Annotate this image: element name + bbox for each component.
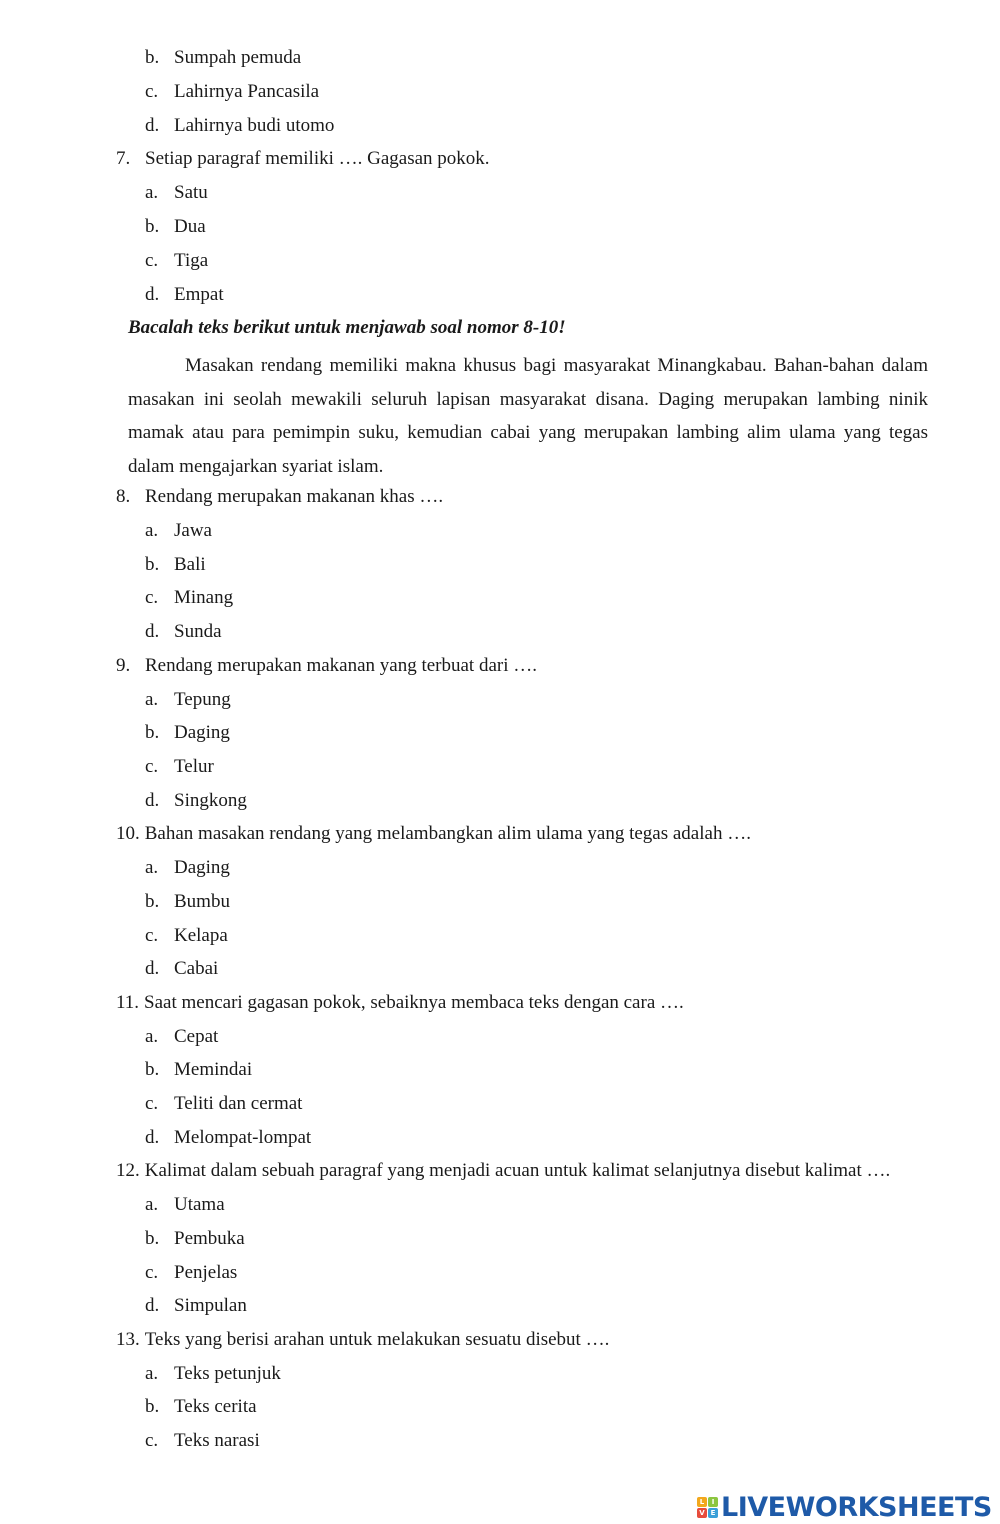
reading-instruction: Bacalah teks berikut untuk menjawab soal nomor 8-10! <box>128 317 566 338</box>
option-text: Singkong <box>174 790 247 811</box>
question-13 <box>116 1329 609 1351</box>
option-c[interactable] <box>145 81 319 103</box>
option-d[interactable] <box>145 958 218 980</box>
option-letter: a. <box>145 182 159 203</box>
logo-text: LIVEWORKSHEETS <box>721 1491 992 1523</box>
question-text: Saat mencari gagasan pokok, sebaiknya membaca teks dengan cara …. <box>144 992 684 1013</box>
option-c[interactable] <box>145 250 208 272</box>
question-text: Rendang merupakan makanan khas …. <box>145 486 444 507</box>
option-a[interactable] <box>145 1026 218 1048</box>
option-text: Empat <box>174 284 224 305</box>
question-text: Bahan masakan rendang yang melambangkan alim ulama yang tegas adalah …. <box>144 823 751 844</box>
option-d[interactable] <box>145 790 247 812</box>
option-text: Tiga <box>174 250 209 271</box>
option-d[interactable] <box>145 621 222 643</box>
question-10 <box>116 823 751 845</box>
option-letter: d. <box>145 790 160 811</box>
option-d[interactable] <box>145 1127 311 1149</box>
option-text: Daging <box>174 857 230 878</box>
question-11 <box>116 992 684 1014</box>
option-letter: b. <box>145 891 160 912</box>
option-b[interactable] <box>145 722 230 744</box>
option-text: Bumbu <box>174 891 230 912</box>
option-letter: d. <box>145 115 160 136</box>
option-text: Tepung <box>174 689 231 710</box>
option-text: Daging <box>174 722 230 743</box>
option-text: Pembuka <box>174 1228 245 1249</box>
option-a[interactable] <box>145 857 230 879</box>
logo-tile-e: E <box>708 1508 718 1518</box>
option-letter: a. <box>145 689 159 710</box>
question-text: Setiap paragraf memiliki …. Gagasan pokok. <box>145 148 490 169</box>
option-letter: c. <box>145 925 159 946</box>
option-letter: a. <box>145 1363 159 1384</box>
option-text: Dua <box>174 216 206 237</box>
option-letter: a. <box>145 520 159 541</box>
question-8 <box>116 486 443 508</box>
option-text: Lahirnya Pancasila <box>174 81 320 102</box>
option-text: Teks narasi <box>174 1430 260 1451</box>
option-letter: b. <box>145 554 160 575</box>
question-number: 9. <box>116 655 131 676</box>
option-b[interactable] <box>145 891 230 913</box>
option-b[interactable] <box>145 554 206 576</box>
option-text: Teks petunjuk <box>174 1363 281 1384</box>
option-text: Satu <box>174 182 208 203</box>
option-d[interactable] <box>145 284 224 306</box>
option-text: Telur <box>174 756 214 777</box>
option-text: Bali <box>174 554 206 575</box>
option-letter: a. <box>145 1026 159 1047</box>
logo-tile-v: V <box>697 1508 707 1518</box>
option-c[interactable] <box>145 1262 237 1284</box>
option-a[interactable] <box>145 1194 225 1216</box>
option-letter: c. <box>145 587 159 608</box>
option-b[interactable] <box>145 1228 245 1250</box>
option-c[interactable] <box>145 925 228 947</box>
option-letter: d. <box>145 621 160 642</box>
option-letter: c. <box>145 1262 159 1283</box>
option-b[interactable] <box>145 1396 257 1418</box>
logo-tile-l: L <box>697 1497 707 1507</box>
question-text: Kalimat dalam sebuah paragraf yang menjadi acuan untuk kalimat selanjutnya disebut kalimat …. <box>144 1160 891 1181</box>
option-text: Kelapa <box>174 925 228 946</box>
option-letter: c. <box>145 250 159 271</box>
option-text: Cepat <box>174 1026 219 1047</box>
question-9 <box>116 655 537 677</box>
option-text: Sumpah pemuda <box>174 47 302 68</box>
option-text: Sunda <box>174 621 222 642</box>
option-text: Utama <box>174 1194 225 1215</box>
question-number: 8. <box>116 486 131 507</box>
question-number: 11. <box>116 992 140 1013</box>
option-c[interactable] <box>145 756 214 778</box>
option-text: Teks cerita <box>174 1396 257 1417</box>
option-b[interactable] <box>145 1059 252 1081</box>
question-text: Teks yang berisi arahan untuk melakukan sesuatu disebut …. <box>144 1329 610 1350</box>
option-a[interactable] <box>145 1363 281 1385</box>
option-letter: c. <box>145 1093 159 1114</box>
option-letter: d. <box>145 958 160 979</box>
option-letter: b. <box>145 1396 160 1417</box>
option-a[interactable] <box>145 182 208 204</box>
option-letter: c. <box>145 1430 159 1451</box>
option-text: Jawa <box>174 520 212 541</box>
option-text: Teliti dan cermat <box>174 1093 303 1114</box>
option-b[interactable] <box>145 216 206 238</box>
option-text: Cabai <box>174 958 219 979</box>
option-text: Simpulan <box>174 1295 247 1316</box>
logo-tile-i: I <box>708 1497 718 1507</box>
option-letter: b. <box>145 47 160 68</box>
liveworksheets-logo <box>697 1490 992 1524</box>
question-12 <box>116 1160 890 1182</box>
question-number: 13. <box>116 1329 140 1350</box>
option-letter: a. <box>145 1194 159 1215</box>
question-number: 10. <box>116 823 140 844</box>
question-7 <box>116 148 490 170</box>
option-letter: d. <box>145 1295 160 1316</box>
option-c[interactable] <box>145 1430 260 1452</box>
option-letter: b. <box>145 1228 160 1249</box>
option-d[interactable] <box>145 115 334 137</box>
option-text: Penjelas <box>174 1262 238 1283</box>
option-b[interactable] <box>145 47 301 69</box>
question-text: Rendang merupakan makanan yang terbuat dari …. <box>145 655 537 676</box>
option-c[interactable] <box>145 587 233 609</box>
option-d[interactable] <box>145 1295 247 1317</box>
reading-passage <box>128 349 928 484</box>
option-letter: d. <box>145 1127 160 1148</box>
option-letter: b. <box>145 1059 160 1080</box>
passage-text: Masakan rendang memiliki makna khusus bagi masyarakat Minangkabau. Bahan-bahan dalam masakan ini seolah mewakili seluruh lapisan masyarakat disana. Daging merupakan lambing ninik mamak atau para pemimpin suku, kemudian cabai yang merupakan lambing alim ulama yang tegas dalam mengajarkan syariat islam. <box>128 355 928 478</box>
option-letter: c. <box>145 81 159 102</box>
option-a[interactable] <box>145 520 212 542</box>
option-letter: c. <box>145 756 159 777</box>
option-letter: a. <box>145 857 159 878</box>
option-letter: b. <box>145 216 160 237</box>
option-text: Minang <box>174 587 234 608</box>
option-text: Lahirnya budi utomo <box>174 115 335 136</box>
question-number: 12. <box>116 1160 140 1181</box>
option-c[interactable] <box>145 1093 302 1115</box>
option-text: Melompat-lompat <box>174 1127 312 1148</box>
option-letter: d. <box>145 284 160 305</box>
question-number: 7. <box>116 148 131 169</box>
option-letter: b. <box>145 722 160 743</box>
option-text: Memindai <box>174 1059 253 1080</box>
option-a[interactable] <box>145 689 231 711</box>
liveworksheets-logo-icon <box>697 1497 718 1518</box>
